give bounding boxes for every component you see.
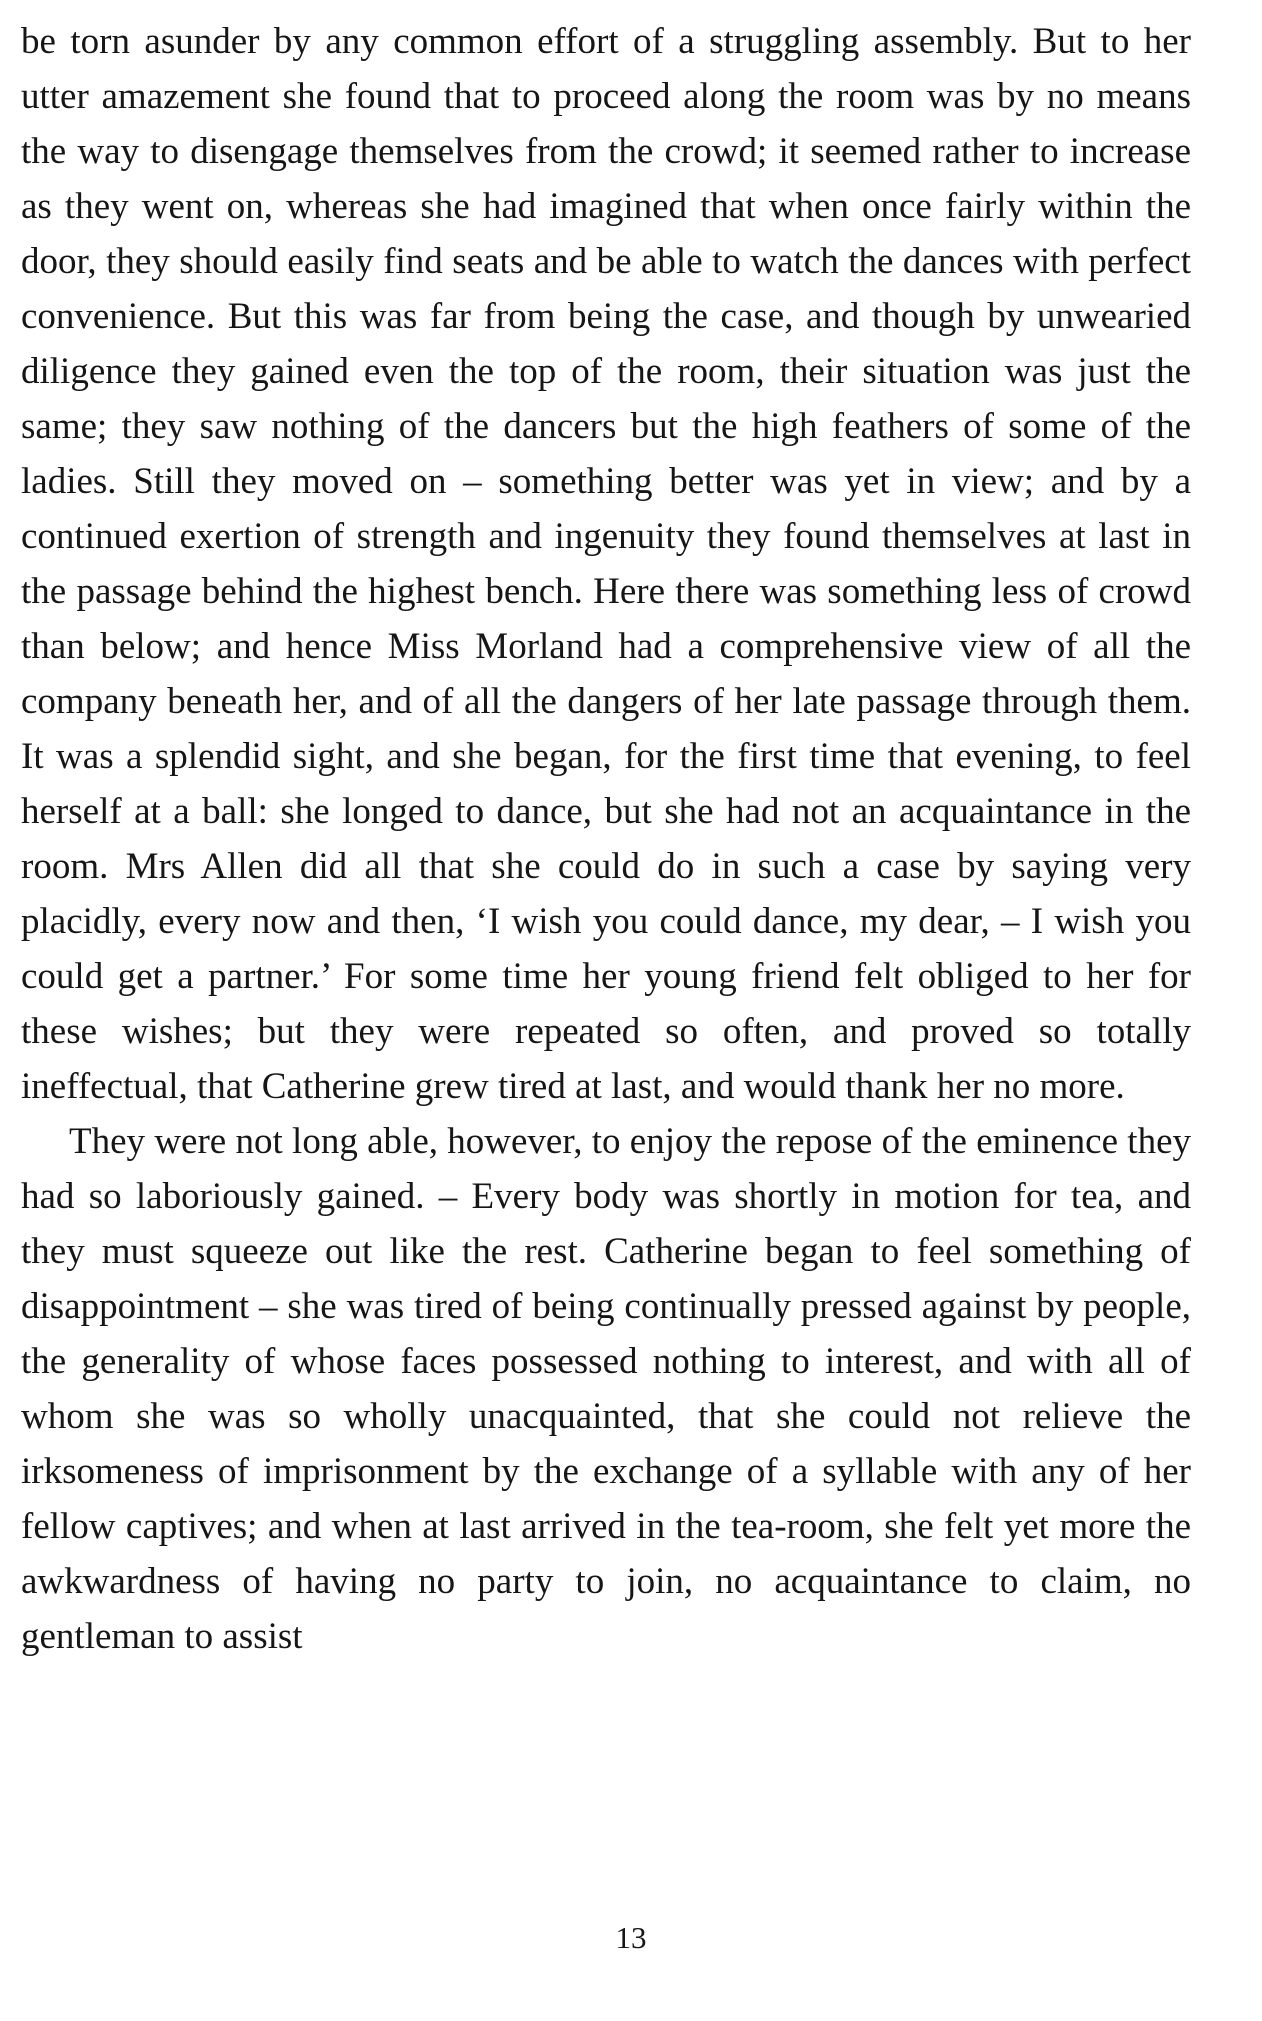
paragraph-continuation: be torn asunder by any common effort of a struggling assembly. But to her utter amazement she found that to proceed along the room was by no means the way to disengage themselves from the crowd; it seemed rather to increase as they went on, whereas she had imagined that when once fairly within the door, they should easily find seats and be able to watch the dances with perfect convenience. But this was far from being the case, and though by unwearied diligence they gained even the top of the room, their situation was just the same; they saw nothing of the dancers but the high feathers of some of the ladies. Still they moved on – something better was yet in view; and by a continued exertion of strength and ingenuity they found themselves at last in the passage behind the highest bench. Here there was something less of crowd than below; and hence Miss Morland had a comprehensive view of all the company beneath her, and of all the dangers of her late passage through them. It was a splendid sight, and she began, for the first time that evening, to feel herself at a ball: she longed to dance, but she had not an acquaintance in the room. Mrs Allen did all that she could do in such a case by saying very placidly, every now and then, ‘I wish you could dance, my dear, – I wish you could get a partner.’ For some time her young friend felt obliged to her for these wishes; but they were repeated so often, and proved so totally ineffectual, that Catherine grew tired at last, and would thank her no more. [21, 21, 1191, 1107]
paragraph-tea-room: They were not long able, however, to enjoy the repose of the eminence they had so laboriously gained. – Every body was shortly in motion for tea, and they must squeeze out like the rest. Catherine began to feel something of disappointment – she was tired of being continually pressed against by people, the generality of whose faces possessed nothing to interest, and with all of whom she was so wholly unacquainted, that she could not relieve the irksomeness of imprisonment by the exchange of a syllable with any of her fellow captives; and when at last arrived in the tea-room, she felt yet more the awkwardness of having no party to join, no acquaintance to claim, no gentleman to assist [21, 1121, 1191, 1657]
page-number: 13 [615, 1920, 647, 1955]
page-body [21, 14, 1191, 1664]
